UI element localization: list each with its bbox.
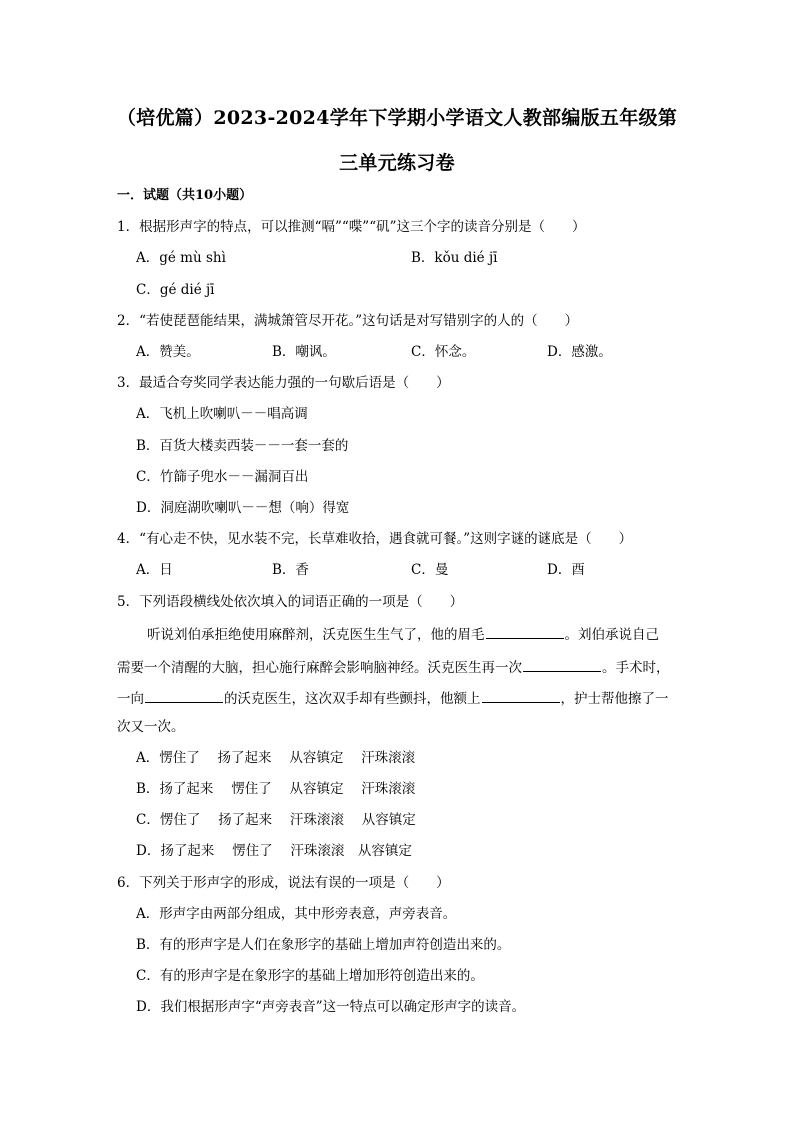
exam-title-line2: 三单元练习卷: [339, 152, 455, 174]
question-5-option-b: B．扬了起来 愣住了 从容镇定 汗珠滚滚: [136, 781, 416, 797]
question-4-option-c: C．曼: [411, 562, 449, 578]
question-3-option-b: B．百货大楼卖西装－－一套一套的: [136, 438, 349, 454]
passage-text: 的沃克医生，这次双手却有些颤抖，他额上: [224, 691, 481, 707]
passage-text: 需要一个清醒的大脑，担心施行麻醉会影响脑神经。沃克医生再一次: [117, 660, 522, 676]
question-3-option-c: C．竹篩子兜水－－漏洞百出: [136, 469, 309, 485]
passage-text: 听说刘伯承拒绝使用麻醉剂，沃克医生生气了，他的眉毛: [147, 627, 485, 643]
passage-text: ，护士帮他擦了一: [560, 691, 669, 707]
passage-line-2: [117, 657, 670, 677]
question-3-option-d: D．洞庭湖吹喇叭－－想（响）得宽: [136, 500, 350, 516]
question-6-option-d: D．我们根据形声字“声旁表音”这一特点可以确定形声字的读音。: [136, 999, 526, 1015]
passage-line-1: [147, 624, 659, 644]
passage-text: 。手术时，: [602, 660, 670, 676]
question-2-option-c: C．怀念。: [411, 344, 476, 360]
question-4-stem: 4．“有心走不快，见水装不完，长草难收拾，遇食就可餐。”这则字谜的谜底是（ ）: [117, 531, 633, 547]
passage-text: 一向: [117, 691, 144, 707]
question-6-option-c: C．有的形声字是在象形字的基础上增加形符创造出来的。: [136, 968, 484, 984]
answer-blank: [145, 688, 223, 703]
question-5-option-a: A．愣住了 扬了起来 从容镇定 汗珠滚滚: [136, 750, 416, 766]
question-4-option-d: D．酉: [547, 562, 585, 578]
answer-blank: [523, 657, 601, 672]
question-5-option-c: C．愣住了 扬了起来 汗珠滚滚 从容镇定: [136, 812, 416, 828]
question-5-option-d: D．扬了起来 愣住了 汗珠滚滚 从容镇定: [136, 843, 412, 859]
exam-title-line1: （培优篇）2023-2024学年下学期小学语文人教部编版五年级第: [116, 107, 678, 129]
section-heading: 一．试题（共10小题）: [117, 188, 253, 203]
question-2-option-a: A．赞美。: [136, 344, 200, 360]
question-2-option-b: B．嘲讽。: [272, 344, 336, 360]
question-4-option-b: B．香: [272, 562, 309, 578]
passage-text: 。刘伯承说自己: [564, 627, 659, 643]
question-6-stem: 6．下列关于形声字的形成，说法有误的一项是（ ）: [117, 875, 450, 891]
answer-blank: [486, 624, 564, 639]
question-4-option-a: A．日: [136, 562, 173, 578]
question-5-stem: 5．下列语段横线处依次填入的词语正确的一项是（ ）: [117, 594, 464, 610]
question-2-stem: 2．“若使琵琶能结果，满城箫管尽开花。”这句话是对写错别字的人的（ ）: [117, 313, 579, 329]
passage-line-3: [117, 688, 669, 708]
question-2-option-d: D．感激。: [547, 344, 612, 360]
question-6-option-a: A．形声字由两部分组成，其中形旁表意，声旁表音。: [136, 906, 457, 922]
question-1-stem: 1．根据形声字的特点，可以推测“嗝”“喋”“矶”这三个字的读音分别是（ ）: [117, 219, 586, 235]
passage-line-4: 次又一次。: [117, 719, 185, 735]
question-1-option-c: C．gé dié jī: [136, 282, 215, 298]
question-1-option-b: B．kǒu dié jī: [411, 250, 498, 266]
question-3-stem: 3．最适合夸奖同学表达能力强的一句歇后语是（ ）: [117, 375, 450, 391]
question-3-option-a: A．飞机上吹喇叭－－唱高调: [136, 406, 308, 422]
answer-blank: [482, 688, 560, 703]
question-6-option-b: B．有的形声字是人们在象形字的基础上增加声符创造出来的。: [136, 937, 511, 953]
question-1-option-a: A．gé mù shì: [136, 250, 226, 266]
